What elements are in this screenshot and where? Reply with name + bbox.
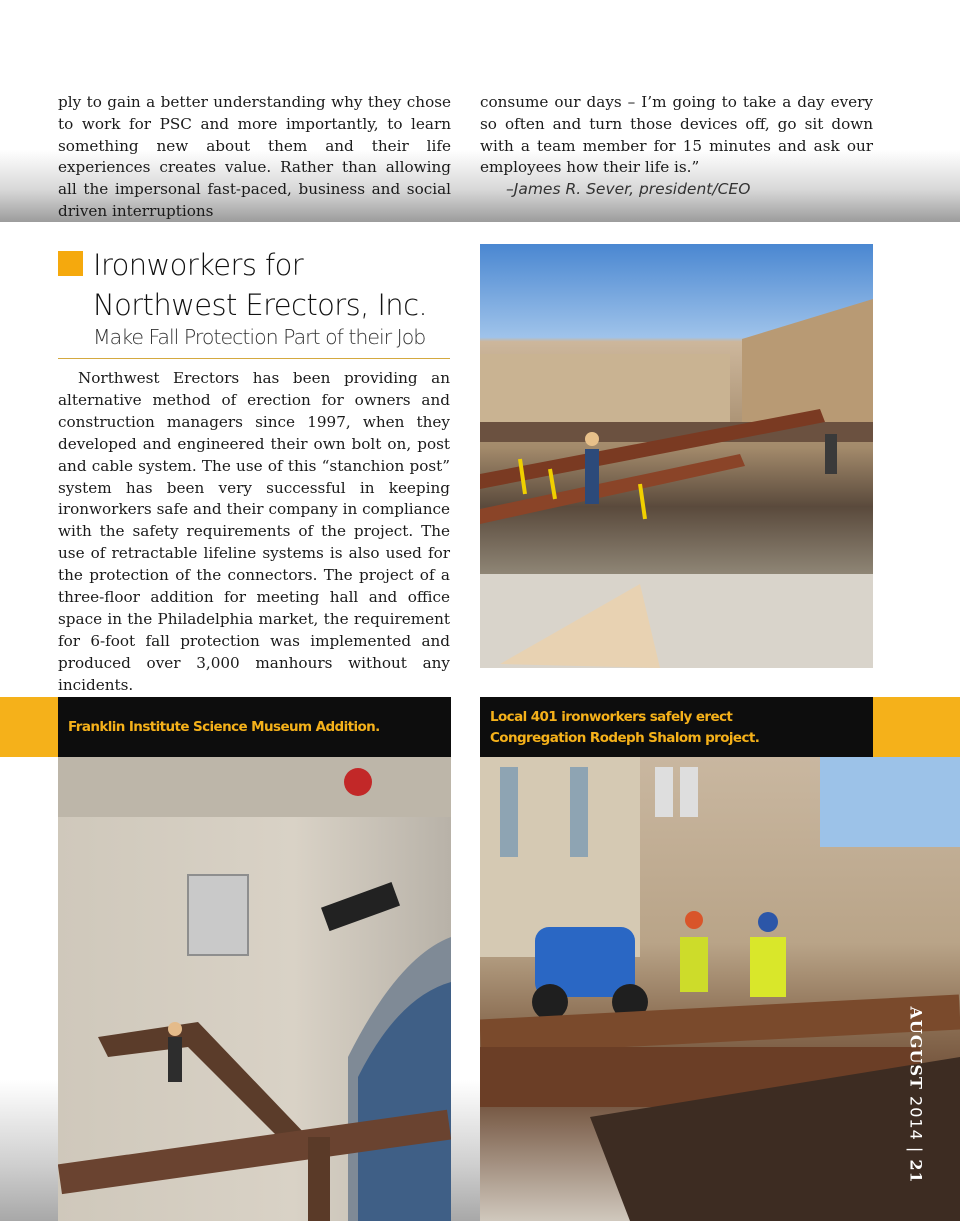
folio-text xyxy=(906,1006,926,1184)
photo-ironworkers-roof-art xyxy=(480,244,873,668)
caption-local401 xyxy=(480,697,873,757)
caption-accent-left xyxy=(0,697,58,757)
photo-ironworkers-roof xyxy=(480,244,873,668)
caption-accent-right xyxy=(873,697,960,757)
photo-rodeph-shalom-art xyxy=(480,757,960,1221)
article-title-line1: Ironworkers for xyxy=(93,248,304,282)
photo-franklin-institute xyxy=(58,757,451,1221)
intro-left-column: ply to gain a better understanding why they chose to work for PSC and more importantly, to learn something new about them and their life experiences creates value. Rather than allowing all the impersonal fast-paced, business and social driven interruptions xyxy=(58,93,451,220)
article-subtitle: Make Fall Protection Part of their Job xyxy=(93,325,426,349)
quote-attribution: –James R. Sever, president/CEO xyxy=(506,180,751,199)
folio-separator: | xyxy=(906,1146,926,1154)
caption-local401-line1: Local 401 ironworkers safely erect xyxy=(490,709,733,725)
photo-rodeph-shalom xyxy=(480,757,960,1221)
accent-square-icon xyxy=(58,251,83,276)
caption-franklin-text: Franklin Institute Science Museum Addition. xyxy=(68,719,380,735)
folio-page-number: 21 xyxy=(906,1159,926,1184)
quote-text: consume our days – I’m going to take a day every so often and turn those devices off, go sit down with a team member for 15 minutes and ask our employees how their life is.” xyxy=(480,93,873,177)
article-title xyxy=(93,245,463,325)
folio-year: 2014 xyxy=(906,1096,926,1141)
caption-franklin xyxy=(58,697,451,757)
article-title-line2: Northwest Erectors, Inc. xyxy=(93,288,428,322)
folio-month: AUGUST xyxy=(906,1006,926,1090)
article-body: Northwest Erectors has been providing an alternative method of erection for owners and construction managers since 1997, when they developed and engineered their own bolt on, post and cable system. The use of this “stanchion post” system has been very successful in keeping ironworkers safe and their company in compliance with the safety requirements of the project. The use of retractable lifeline systems is also used for the protection of the connectors. The project of a three-floor addition for meeting hall and office space in the Philadelphia market, the requirement for 6-foot fall protection was implemented and produced over 3,000 manhours without any incidents. xyxy=(58,369,450,694)
caption-local401-line2: Congregation Rodeph Shalom project. xyxy=(490,730,760,746)
heading-rule xyxy=(58,358,450,359)
page-folio xyxy=(900,1006,930,1185)
photo-franklin-institute-art xyxy=(58,757,451,1221)
intro-right-column xyxy=(480,92,873,201)
